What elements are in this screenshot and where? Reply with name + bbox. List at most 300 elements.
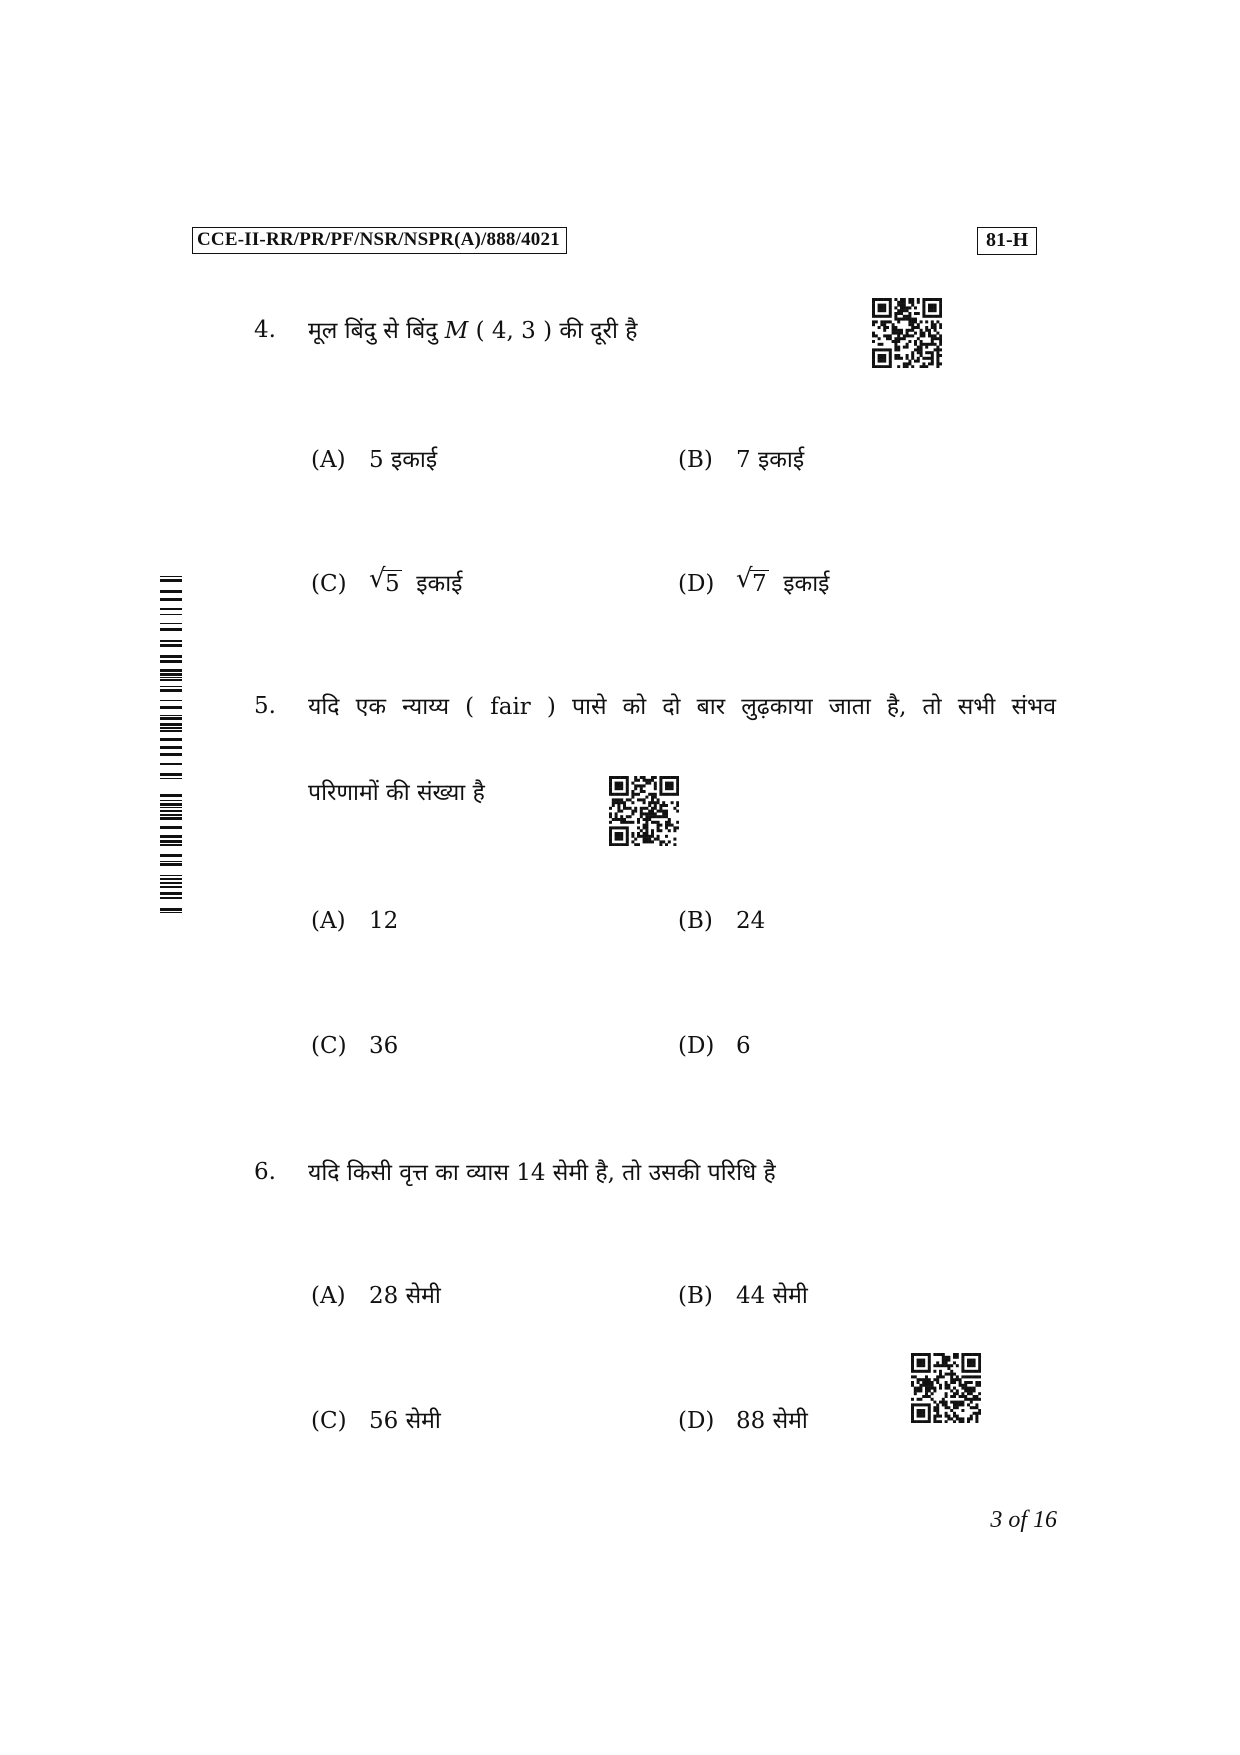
qr-module	[950, 1417, 953, 1420]
qr-module	[651, 793, 654, 796]
qr-module	[975, 1420, 978, 1423]
question-6-option-c[interactable]	[311, 1403, 441, 1435]
option-value: 44 सेमी	[736, 1283, 808, 1309]
barcode-bar	[160, 753, 182, 756]
qr-module	[945, 1401, 948, 1404]
qr-module	[956, 1406, 959, 1409]
qr-module	[872, 365, 875, 368]
question-4-text-after: ( 4, 3 ) की दूरी है	[475, 318, 638, 344]
qr-module	[936, 1364, 939, 1367]
qr-module	[936, 1378, 939, 1381]
qr-module	[942, 1398, 945, 1401]
barcode-bar	[160, 844, 182, 846]
qr-module	[637, 793, 640, 796]
qr-module	[648, 793, 651, 796]
qr-module	[659, 840, 662, 843]
qr-module	[623, 826, 626, 829]
qr-module	[626, 807, 629, 810]
qr-module	[875, 348, 878, 351]
qr-module	[973, 1406, 976, 1409]
qr-module	[620, 838, 623, 841]
qr-module	[892, 329, 895, 332]
barcode-bar	[160, 763, 182, 765]
qr-module	[939, 312, 942, 315]
qr-module	[914, 326, 917, 329]
barcode-bar	[160, 810, 182, 812]
qr-module	[643, 840, 646, 843]
qr-module	[922, 312, 925, 315]
qr-module	[950, 1381, 953, 1384]
qr-module	[911, 1403, 914, 1406]
qr-module	[648, 810, 651, 813]
qr-module	[970, 1417, 973, 1420]
qr-module	[911, 1370, 914, 1373]
qr-module	[970, 1398, 973, 1401]
qr-module	[919, 1409, 922, 1412]
qr-module	[933, 1401, 936, 1404]
qr-module	[975, 1403, 978, 1406]
qr-module	[925, 1395, 928, 1398]
option-value: 88 सेमी	[736, 1408, 808, 1434]
qr-module	[623, 818, 626, 821]
qr-module	[961, 1387, 964, 1390]
qr-module	[928, 351, 931, 354]
qr-module	[942, 1356, 945, 1359]
qr-module	[908, 298, 911, 301]
barcode-bar	[160, 679, 182, 681]
qr-module	[939, 326, 942, 329]
qr-module	[908, 323, 911, 326]
qr-module	[928, 1378, 931, 1381]
qr-module	[643, 776, 646, 779]
qr-module	[897, 329, 900, 332]
qr-module	[648, 818, 651, 821]
qr-module	[609, 812, 612, 815]
qr-module	[928, 309, 931, 312]
qr-module	[922, 1370, 925, 1373]
question-4-option-a[interactable]	[311, 442, 437, 474]
qr-module	[615, 843, 618, 846]
qr-module	[945, 1415, 948, 1418]
qr-module	[615, 818, 618, 821]
question-4-number: 4.	[254, 317, 276, 343]
qr-module	[973, 1364, 976, 1367]
qr-module	[637, 821, 640, 824]
qr-module	[925, 320, 928, 323]
qr-module	[637, 835, 640, 838]
qr-module	[922, 343, 925, 346]
qr-module	[634, 807, 637, 810]
barcode-bar	[160, 715, 182, 716]
question-5-option-a[interactable]	[311, 908, 398, 934]
question-6-option-d[interactable]	[678, 1403, 808, 1435]
qr-module	[920, 351, 923, 354]
qr-module	[897, 301, 900, 304]
qr-module	[640, 807, 643, 810]
qr-module	[959, 1420, 962, 1423]
qr-module	[925, 346, 928, 349]
qr-module	[872, 323, 875, 326]
qr-module	[911, 354, 914, 357]
question-4-option-b[interactable]	[678, 442, 804, 474]
qr-module	[894, 332, 897, 335]
qr-module	[939, 301, 942, 304]
qr-module	[631, 810, 634, 813]
qr-module	[917, 323, 920, 326]
qr-module	[917, 1398, 920, 1401]
qr-module	[925, 1403, 928, 1406]
qr-module	[889, 337, 892, 340]
qr-module	[878, 343, 881, 346]
qr-module	[936, 357, 939, 360]
qr-module	[883, 323, 886, 326]
qr-module	[897, 365, 900, 368]
qr-module	[911, 1375, 914, 1378]
qr-module	[936, 1361, 939, 1364]
qr-module	[973, 1412, 976, 1415]
question-5-option-b[interactable]	[678, 908, 765, 934]
qr-module	[928, 1359, 931, 1362]
qr-module	[939, 1353, 942, 1356]
qr-module	[609, 779, 612, 782]
qr-module	[880, 323, 883, 326]
qr-module	[673, 776, 676, 779]
qr-module	[889, 357, 892, 360]
qr-module	[911, 1412, 914, 1415]
qr-module	[657, 815, 660, 818]
qr-module	[914, 1375, 917, 1378]
qr-module	[953, 1373, 956, 1376]
qr-module	[933, 1389, 936, 1392]
qr-module	[609, 835, 612, 838]
qr-module	[928, 343, 931, 346]
qr-module	[947, 1417, 950, 1420]
barcode-bar	[160, 730, 182, 732]
qr-module	[928, 1412, 931, 1415]
qr-module	[645, 812, 648, 815]
qr-module	[645, 832, 648, 835]
qr-module	[897, 346, 900, 349]
set-code: 81-H	[977, 227, 1037, 255]
qr-module	[617, 793, 620, 796]
qr-module	[933, 1415, 936, 1418]
barcode-bar	[160, 835, 182, 838]
qr-module	[889, 365, 892, 368]
qr-module	[959, 1401, 962, 1404]
qr-module	[914, 332, 917, 335]
qr-module	[945, 1381, 948, 1384]
qr-module	[928, 1415, 931, 1418]
qr-module	[886, 315, 889, 318]
qr-module	[939, 334, 942, 337]
qr-module	[886, 320, 889, 323]
qr-module	[609, 776, 612, 779]
option-value: 5 इकाई	[369, 447, 438, 473]
qr-module	[925, 1384, 928, 1387]
qr-module	[645, 807, 648, 810]
qr-module	[617, 798, 620, 801]
qr-module	[612, 804, 615, 807]
qr-module	[640, 798, 643, 801]
qr-module	[654, 782, 657, 785]
qr-module	[880, 304, 883, 307]
qr-module	[872, 312, 875, 315]
question-4-text-before: मूल बिंदु से बिंदु	[308, 318, 438, 344]
qr-module	[889, 315, 892, 318]
barcode-bar	[160, 669, 182, 672]
qr-module	[640, 812, 643, 815]
option-radicand: 5	[385, 571, 400, 597]
barcode-bar	[160, 677, 182, 678]
qr-module	[617, 801, 620, 804]
qr-module	[925, 357, 928, 360]
qr-module	[673, 838, 676, 841]
qr-module	[939, 1401, 942, 1404]
qr-module	[934, 315, 937, 318]
qr-module	[626, 821, 629, 824]
qr-module	[936, 1409, 939, 1412]
qr-module	[894, 312, 897, 315]
qr-module	[942, 1401, 945, 1404]
qr-module	[931, 340, 934, 343]
qr-module	[953, 1415, 956, 1418]
qr-module	[931, 306, 934, 309]
qr-module	[643, 807, 646, 810]
qr-module	[668, 821, 671, 824]
qr-module	[956, 1415, 959, 1418]
qr-module	[911, 351, 914, 354]
qr-module	[626, 832, 629, 835]
qr-module	[925, 351, 928, 354]
qr-module	[673, 793, 676, 796]
qr-module	[886, 326, 889, 329]
qr-module	[662, 804, 665, 807]
qr-module	[973, 1353, 976, 1356]
qr-module	[959, 1381, 962, 1384]
qr-module	[919, 1384, 922, 1387]
qr-module	[925, 329, 928, 332]
qr-module	[939, 343, 942, 346]
qr-module	[970, 1364, 973, 1367]
qr-module	[906, 346, 909, 349]
qr-module	[917, 1378, 920, 1381]
qr-module	[676, 804, 679, 807]
qr-module	[609, 832, 612, 835]
qr-module	[942, 1361, 945, 1364]
qr-module	[889, 301, 892, 304]
barcode-bar	[160, 892, 182, 895]
qr-module	[617, 804, 620, 807]
qr-module	[659, 790, 662, 793]
qr-module	[645, 779, 648, 782]
qr-module	[612, 793, 615, 796]
qr-module	[975, 1412, 978, 1415]
qr-module	[939, 1373, 942, 1376]
qr-module	[886, 348, 889, 351]
qr-module	[920, 332, 923, 335]
question-4-option-d[interactable]	[678, 566, 829, 598]
qr-module	[640, 790, 643, 793]
qr-module	[978, 1364, 981, 1367]
qr-module	[967, 1364, 970, 1367]
qr-module	[894, 357, 897, 360]
qr-module	[665, 821, 668, 824]
qr-module	[936, 1415, 939, 1418]
qr-module	[945, 1364, 948, 1367]
qr-module	[880, 343, 883, 346]
qr-module	[878, 354, 881, 357]
qr-module	[906, 309, 909, 312]
qr-module	[880, 348, 883, 351]
qr-module	[631, 793, 634, 796]
qr-module	[659, 829, 662, 832]
qr-module	[928, 298, 931, 301]
barcode-bar	[160, 640, 182, 642]
qr-module	[629, 815, 632, 818]
question-6-option-b[interactable]	[678, 1278, 808, 1310]
qr-module	[917, 1412, 920, 1415]
qr-module	[872, 334, 875, 337]
option-value: 36	[369, 1033, 399, 1059]
qr-module	[919, 1403, 922, 1406]
qr-module	[872, 354, 875, 357]
qr-module	[964, 1375, 967, 1378]
qr-module	[872, 306, 875, 309]
qr-module	[612, 776, 615, 779]
barcode-bar	[160, 807, 182, 808]
qr-module	[626, 835, 629, 838]
qr-module	[961, 1359, 964, 1362]
qr-code-icon	[872, 298, 942, 368]
qr-module	[922, 1359, 925, 1362]
qr-module	[945, 1420, 948, 1423]
qr-module	[931, 1398, 934, 1401]
qr-module	[970, 1415, 973, 1418]
qr-module	[978, 1381, 981, 1384]
qr-module	[623, 804, 626, 807]
qr-module	[939, 354, 942, 357]
qr-module	[945, 1373, 948, 1376]
qr-module	[615, 826, 618, 829]
question-4-option-c[interactable]	[311, 566, 462, 598]
qr-module	[911, 1409, 914, 1412]
qr-module	[617, 818, 620, 821]
qr-module	[908, 301, 911, 304]
qr-module	[931, 298, 934, 301]
qr-module	[648, 840, 651, 843]
qr-module	[939, 348, 942, 351]
qr-module	[623, 843, 626, 846]
qr-module	[894, 306, 897, 309]
qr-module	[922, 365, 925, 368]
qr-module	[883, 365, 886, 368]
qr-module	[934, 329, 937, 332]
qr-module	[936, 1406, 939, 1409]
qr-module	[662, 815, 665, 818]
qr-module	[922, 304, 925, 307]
qr-module	[975, 1381, 978, 1384]
qr-module	[964, 1398, 967, 1401]
qr-code-icon	[609, 776, 679, 846]
qr-module	[914, 1370, 917, 1373]
qr-module	[933, 1353, 936, 1356]
qr-module	[917, 357, 920, 360]
qr-module	[953, 1387, 956, 1390]
qr-module	[908, 320, 911, 323]
option-label: (C)	[311, 1408, 347, 1434]
qr-module	[936, 1353, 939, 1356]
qr-module	[922, 298, 925, 301]
qr-module	[626, 776, 629, 779]
qr-module	[659, 843, 662, 846]
barcode-icon	[160, 576, 182, 921]
qr-module	[936, 360, 939, 363]
question-5-option-c[interactable]	[311, 1033, 398, 1059]
qr-module	[961, 1403, 964, 1406]
qr-module	[878, 360, 881, 363]
option-radicand: 7	[752, 571, 767, 597]
qr-module	[922, 1384, 925, 1387]
qr-module	[908, 312, 911, 315]
qr-module	[928, 357, 931, 360]
qr-module	[950, 1370, 953, 1373]
qr-module	[973, 1387, 976, 1390]
qr-module	[651, 829, 654, 832]
qr-module	[928, 315, 931, 318]
qr-module	[945, 1359, 948, 1362]
qr-module	[883, 315, 886, 318]
qr-module	[931, 1392, 934, 1395]
qr-module	[900, 329, 903, 332]
option-value: 6	[736, 1033, 751, 1059]
qr-module	[645, 796, 648, 799]
qr-module	[919, 1353, 922, 1356]
qr-module	[922, 1395, 925, 1398]
qr-module	[637, 826, 640, 829]
qr-module	[920, 343, 923, 346]
qr-module	[659, 807, 662, 810]
qr-module	[872, 301, 875, 304]
barcode-bar	[160, 686, 182, 687]
qr-module	[657, 821, 660, 824]
qr-module	[928, 1356, 931, 1359]
qr-module	[883, 304, 886, 307]
option-label: (B)	[678, 1283, 713, 1309]
qr-module	[961, 1361, 964, 1364]
qr-module	[939, 306, 942, 309]
qr-module	[651, 779, 654, 782]
qr-module	[617, 835, 620, 838]
qr-module	[939, 337, 942, 340]
qr-module	[919, 1378, 922, 1381]
qr-module	[883, 320, 886, 323]
qr-module	[645, 824, 648, 827]
qr-module	[645, 782, 648, 785]
barcode-bar	[160, 727, 182, 729]
qr-module	[629, 798, 632, 801]
question-5-option-d[interactable]	[678, 1033, 751, 1059]
qr-module	[933, 1409, 936, 1412]
qr-module	[917, 298, 920, 301]
qr-module	[878, 304, 881, 307]
qr-module	[953, 1361, 956, 1364]
qr-module	[897, 309, 900, 312]
barcode-bar	[160, 660, 182, 663]
question-6-option-a[interactable]	[311, 1278, 441, 1310]
square-root-symbol: √ 7	[736, 564, 767, 597]
qr-module	[931, 362, 934, 365]
qr-module	[878, 306, 881, 309]
